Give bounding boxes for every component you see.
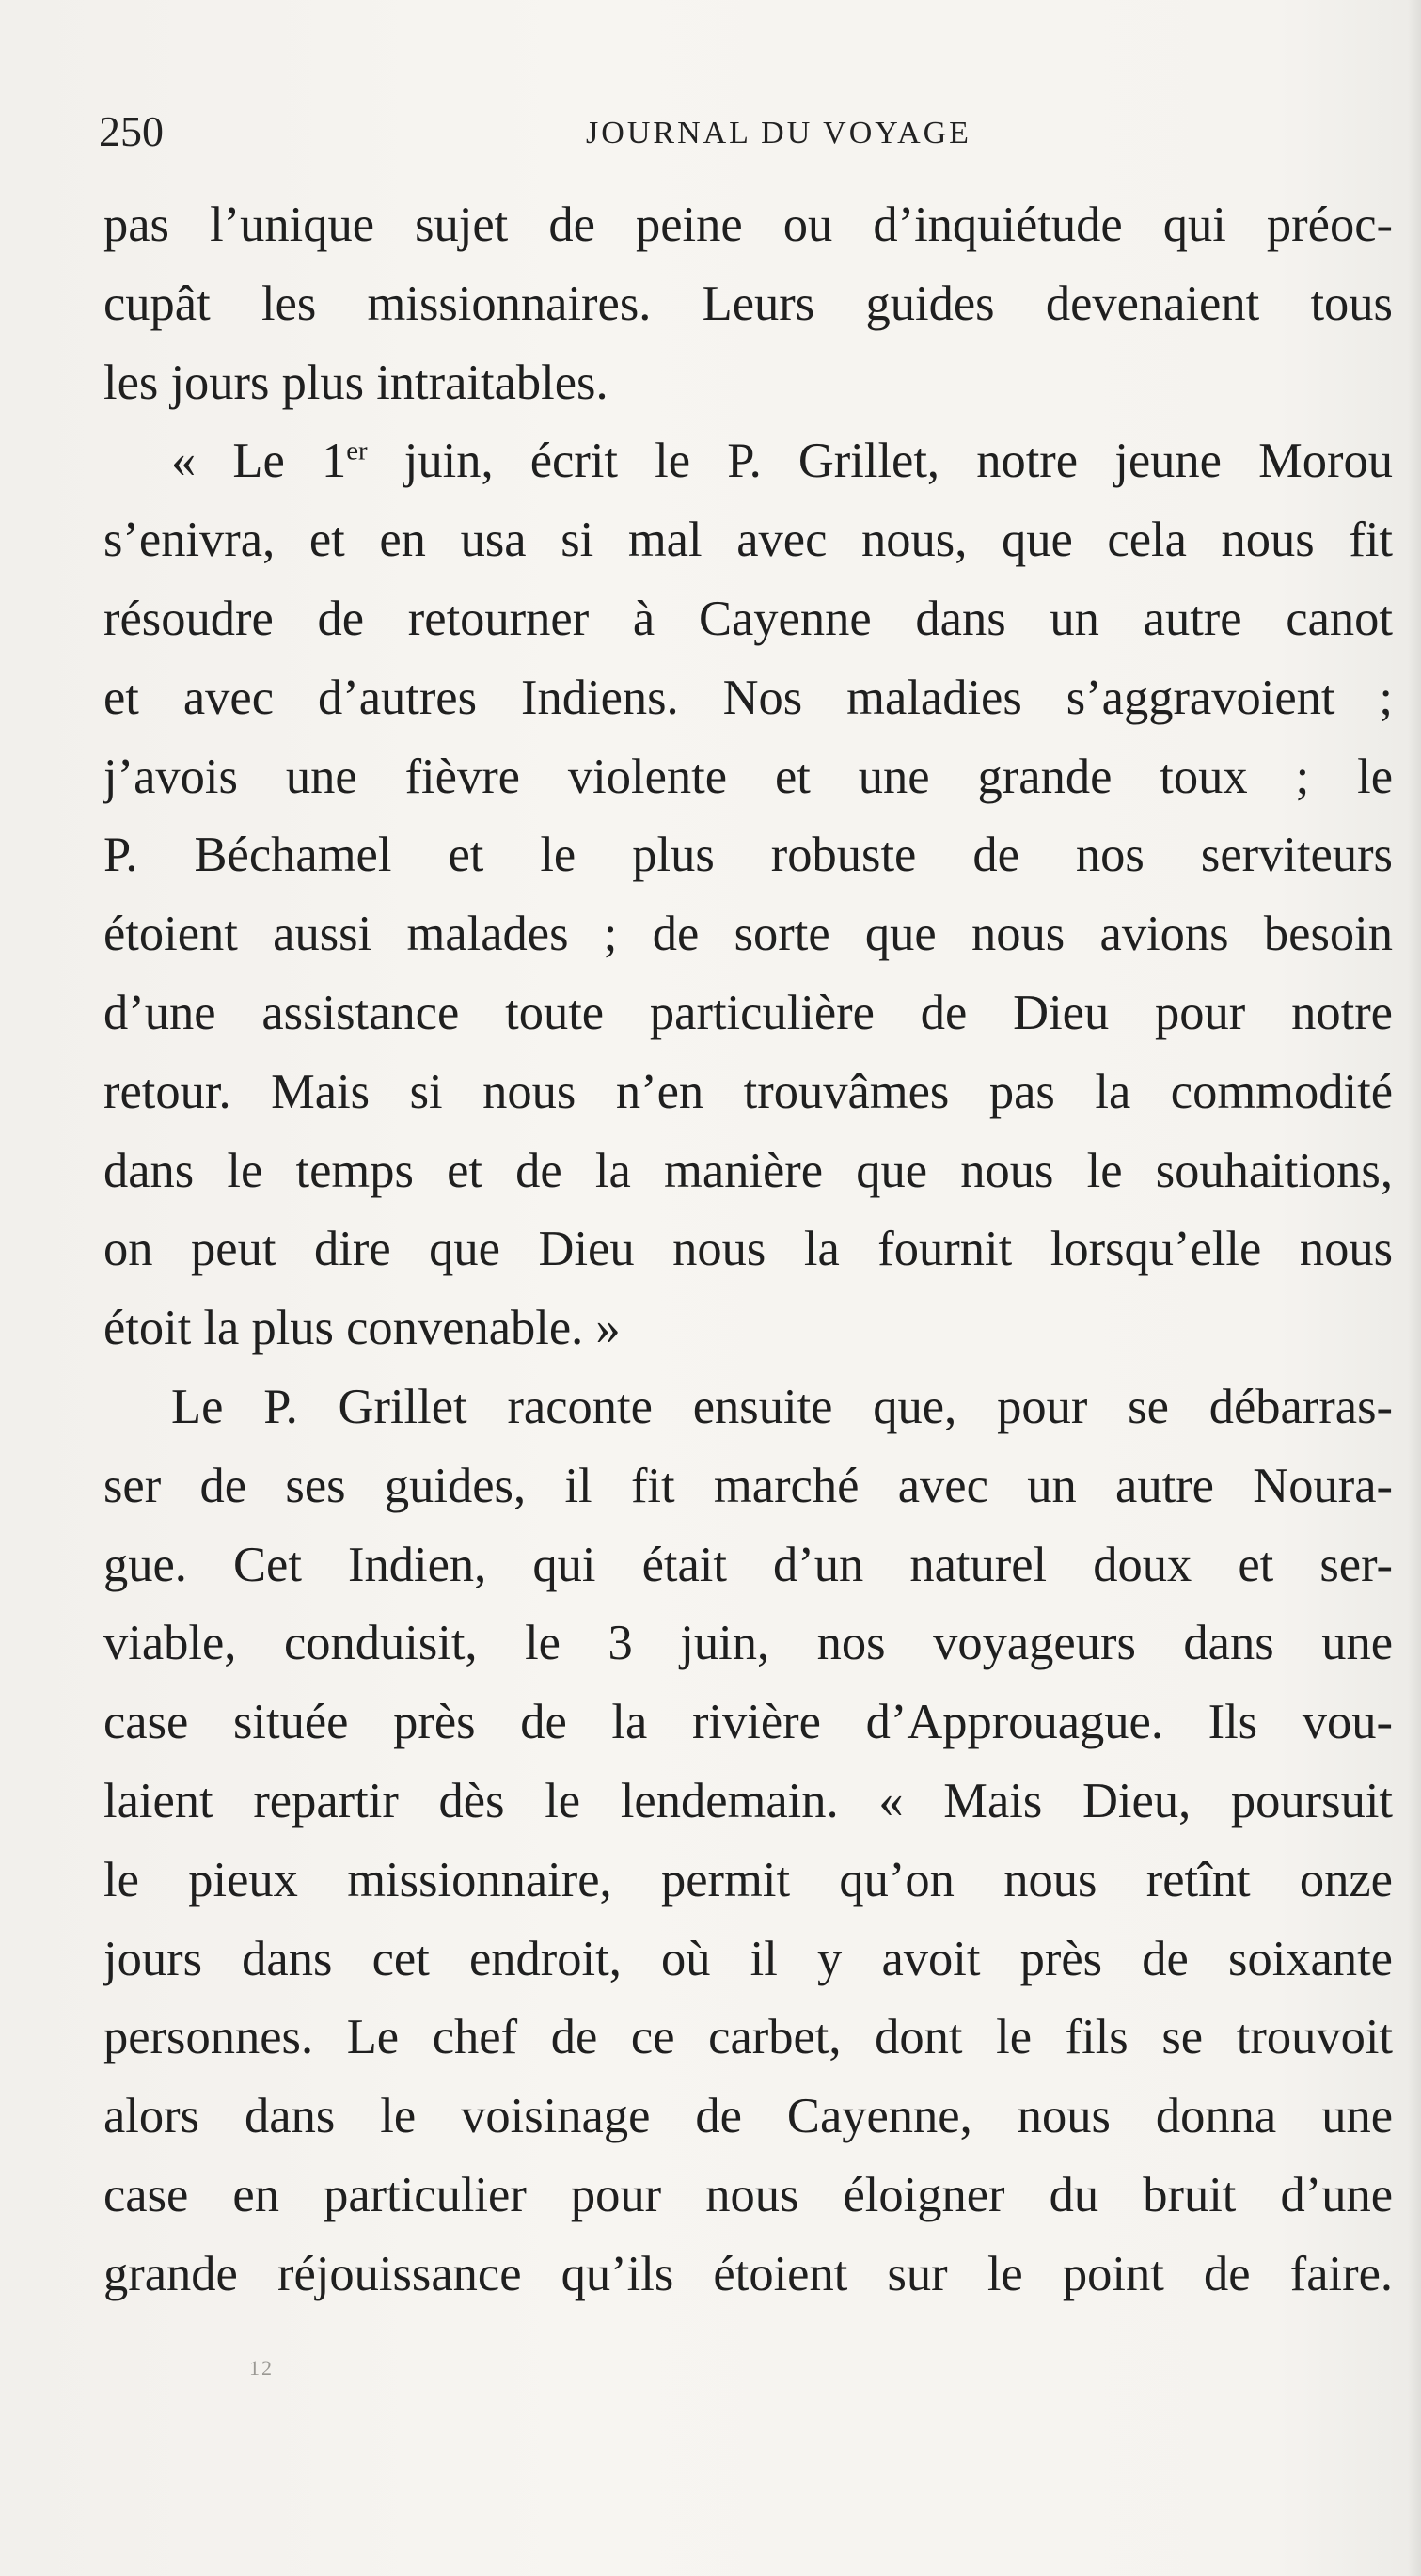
text-line: et avec d’autres Indiens. Nos maladies s’aggravoient ; — [103, 670, 1393, 725]
text-line: ser de ses guides, il fit marché avec un autre Noura- — [103, 1458, 1393, 1513]
text-line — [103, 422, 1393, 501]
page-number: 250 — [99, 107, 164, 155]
text-line: case en particulier pour nous éloigner du bruit d’une — [103, 2167, 1393, 2222]
text-line: viable, conduisit, le 3 juin, nos voyageurs dans une — [103, 1616, 1393, 1671]
text-line: personnes. Le chef de ce carbet, dont le fils se trouvoit — [103, 2010, 1393, 2065]
text-line: jours dans cet endroit, où il y avoit près de soixante — [103, 1931, 1393, 1986]
body-text — [103, 186, 1393, 2315]
text-line: d’une assistance toute particulière de Dieu pour notre — [103, 985, 1393, 1040]
ordinal-superscript: er — [346, 435, 368, 466]
text-line: alors dans le voisinage de Cayenne, nous donna une — [103, 2089, 1393, 2144]
running-head: JOURNAL DU VOYAGE — [586, 116, 971, 150]
printer-signature-mark: 12 — [249, 2356, 274, 2379]
text-fragment: « Le 1 — [171, 434, 347, 489]
text-line: pas l’unique sujet de peine ou d’inquiétude qui préoc- — [103, 198, 1393, 252]
text-line: laient repartir dès le lendemain. « Mais Dieu, poursuit — [103, 1773, 1393, 1828]
text-line: étoient aussi malades ; de sorte que nous avions besoin — [103, 907, 1393, 962]
text-line: case située près de la rivière d’Approuague. Ils vou- — [103, 1695, 1393, 1750]
text-line: Le P. Grillet raconte ensuite que, pour se débarras- — [171, 1379, 1393, 1434]
text-line: les jours plus intraitables. — [103, 355, 608, 410]
text-line: cupât les missionnaires. Leurs guides devenaient tous — [103, 276, 1393, 331]
text-line: étoit la plus convenable. » — [103, 1301, 621, 1356]
text-line: on peut dire que Dieu nous la fournit lorsqu’elle nous — [103, 1222, 1393, 1277]
text-line: grande réjouissance qu’ils étoient sur le point de faire. — [103, 2246, 1393, 2301]
text-fragment: juin, écrit le P. Grillet, notre jeune Morou — [367, 434, 1393, 489]
text-line: le pieux missionnaire, permit qu’on nous retînt onze — [103, 1852, 1393, 1907]
text-line: j’avois une fièvre violente et une grande toux ; le — [103, 749, 1393, 804]
text-line: s’enivra, et en usa si mal avec nous, que cela nous fit — [103, 513, 1393, 568]
text-line: résoudre de retourner à Cayenne dans un autre canot — [103, 591, 1393, 646]
text-line: dans le temps et de la manière que nous le souhaitions, — [103, 1143, 1393, 1198]
text-line: gue. Cet Indien, qui était d’un naturel doux et ser- — [103, 1537, 1393, 1592]
text-line: retour. Mais si nous n’en trouvâmes pas la commodité — [103, 1064, 1393, 1119]
text-line: P. Béchamel et le plus robuste de nos serviteurs — [103, 828, 1393, 883]
page-header — [99, 105, 1383, 162]
